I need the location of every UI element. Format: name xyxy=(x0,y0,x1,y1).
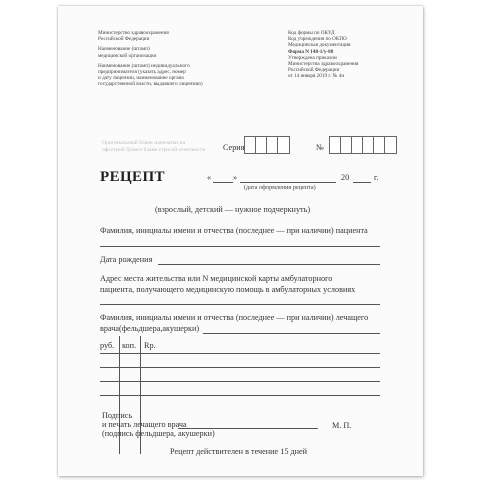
entrepreneur-line: и дату лицензии, наименование органа xyxy=(98,75,184,82)
prescription-form xyxy=(58,6,423,476)
patient-type-note: (взрослый, детский — нужное подчеркнуть) xyxy=(155,205,311,214)
date-month-field[interactable] xyxy=(240,182,336,183)
series-digit-box[interactable] xyxy=(277,136,290,154)
rub-label: руб. xyxy=(100,341,115,350)
doc-type-label: Медицинская документация xyxy=(288,42,351,49)
approval-date: от 14 января 2019 г. № 4н xyxy=(288,73,345,80)
date-year-prefix: 20 xyxy=(341,173,350,182)
okpo-code-label: Код учреждения по ОКПО xyxy=(288,36,347,43)
date-caption: (дата оформления рецепта) xyxy=(244,184,316,191)
date-open-quote: « xyxy=(207,173,212,182)
date-close-quote: » xyxy=(233,173,238,182)
stamp-area-line: офсетной бумаге бланк строгой отчетности xyxy=(102,147,206,153)
stamp-area-line: Оригинальный бланк напечатан на xyxy=(102,140,185,146)
rx-line[interactable] xyxy=(100,367,380,368)
org-stamp-line: медицинской организации xyxy=(98,52,157,59)
kop-label: коп. xyxy=(122,341,137,350)
validity-note: Рецепт действителен в течение 15 дней xyxy=(170,447,308,456)
form-number: Форма N 148-1/у-88 xyxy=(288,48,334,55)
patient-name-field[interactable] xyxy=(100,246,380,247)
entrepreneur-line: Наименование (штамп) индивидуального xyxy=(98,62,190,69)
number-label: № xyxy=(316,143,324,152)
signature-field[interactable] xyxy=(178,428,318,429)
entrepreneur-line: предпринимателя (указать адрес, номер xyxy=(98,69,186,76)
signature-label-line2: и печать лечащего врача xyxy=(102,420,187,429)
doctor-label-line2: врача(фельдшера,акушерки) xyxy=(100,324,200,333)
birth-date-field[interactable] xyxy=(158,264,380,265)
header-right xyxy=(288,30,418,80)
date-year-suffix: г. xyxy=(374,173,379,182)
page-title: РЕЦЕПТ xyxy=(100,169,165,185)
patient-name-label: Фамилия, инициалы имени и отчества (последнее — при наличии) пациента xyxy=(100,226,368,235)
org-name-line: Российской Федерации xyxy=(98,36,150,43)
rx-line[interactable] xyxy=(100,395,380,396)
header-left xyxy=(98,30,268,88)
stamp-place-label: М. П. xyxy=(332,421,352,430)
approval-line: Российской Федерации xyxy=(288,67,340,74)
birth-date-label: Дата рождения xyxy=(100,255,153,264)
rp-label: Rp. xyxy=(144,341,156,350)
date-day-field[interactable] xyxy=(213,182,233,183)
address-label-line1: Адрес места жительства или N медицинской карты амбулаторного xyxy=(100,274,333,283)
stamp-area xyxy=(102,140,222,154)
address-field[interactable] xyxy=(100,304,380,305)
date-year-field[interactable] xyxy=(353,182,371,183)
okud-code-label: Код формы по ОКУД xyxy=(288,30,335,36)
address-label-line2: пациента, получающего медицинскую помощь в амбулаторных условиях xyxy=(100,285,356,294)
series-label: Серия xyxy=(223,143,245,152)
org-name-line: Министерство здравоохранения xyxy=(98,30,169,36)
signature-block xyxy=(102,411,215,438)
approval-line: Министерства здравоохранения xyxy=(288,61,359,68)
signature-label-line1: Подпись xyxy=(102,411,133,420)
doctor-name-field[interactable] xyxy=(203,333,380,334)
org-stamp-line: Наименование (штамп) xyxy=(98,46,150,53)
doctor-label-line1: Фамилия, инициалы имени и отчества (последнее — при наличии) лечащего xyxy=(100,313,369,322)
entrepreneur-line: государственной власти, выдавшего лицензию) xyxy=(98,81,203,88)
rx-line[interactable] xyxy=(100,381,380,382)
rx-line[interactable] xyxy=(100,353,380,354)
number-digit-box[interactable] xyxy=(384,136,397,154)
approval-line: Утверждена приказом xyxy=(288,54,337,61)
signature-label-line3: (подпись фельдшера, акушерки) xyxy=(102,429,215,438)
